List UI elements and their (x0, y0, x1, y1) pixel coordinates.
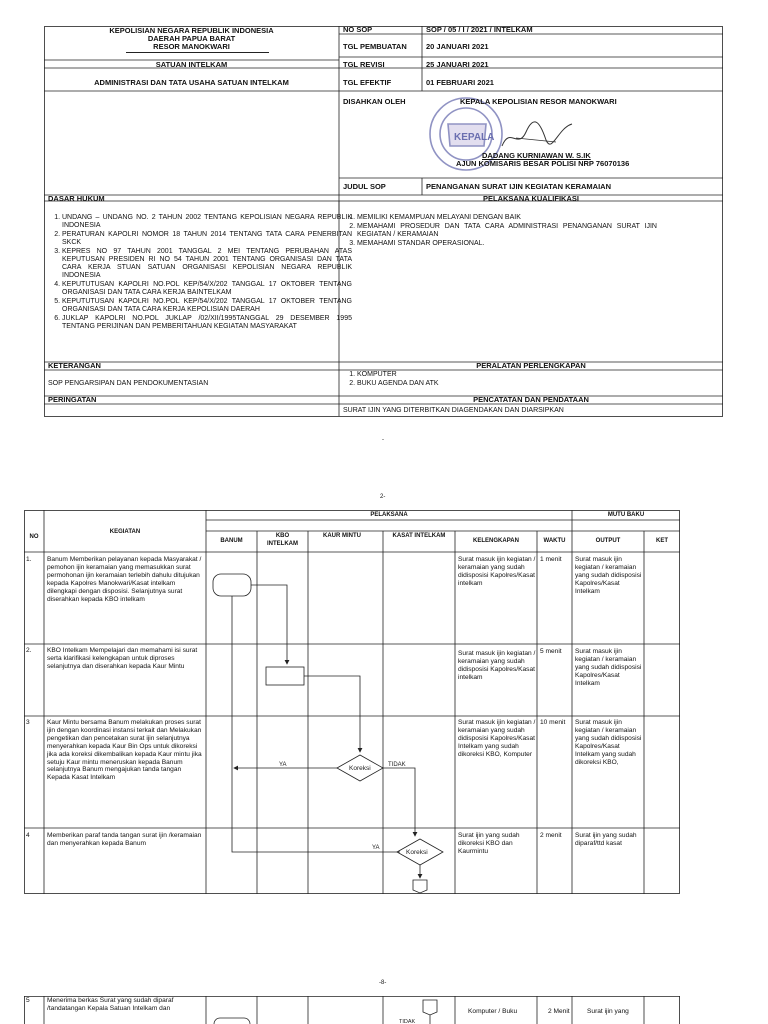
flow-return-line (232, 596, 400, 852)
dasar-hukum-title: DASAR HUKUM (48, 194, 105, 203)
kualifikasi-title: PELAKSANA KUALIFIKASI (483, 194, 579, 203)
flow-arrow (304, 676, 360, 752)
row-kegiatan: KBO Intelkam Mempelajari dan memahami isi surat serta klarifikasi kelengkapan untuk diproses selanjutnya dan diserahkan kepada Kaur Mintu (47, 647, 198, 670)
row-output: Surat masuk ijin kegiatan / keramaian yang sudah didisposisi Kapolres/Kasat Intelkam (575, 648, 642, 687)
row-waktu: 2 menit (540, 832, 562, 839)
sop-title: ADMINISTRASI DAN TATA USAHA SATUAN INTELKAM (94, 78, 289, 87)
org-resor: RESOR MANOKWARI (153, 42, 230, 51)
field-value-no-sop: SOP / 05 / I / 2021 / INTELKAM (426, 25, 533, 34)
flow-label-koreksi: Koreksi (349, 765, 371, 772)
pencatatan-value: SURAT IJIN YANG DITERBITKAN DIAGENDAKAN DAN DIARSIPKAN (343, 407, 564, 414)
list-item: 1. UNDANG – UNDANG NO. 2 TAHUN 2002 TENTANG KEPOLISIAN NEGARA REPUBLIK INDONESIA (62, 214, 352, 230)
flow-label-ya: YA (372, 845, 380, 851)
field-label-tgl-pembuatan: TGL PEMBUATAN (343, 42, 407, 51)
row-no: 5 (26, 997, 30, 1004)
row-no: 2. (26, 647, 32, 654)
row-kelengkapan: Surat masuk ijin kegiatan / keramaian yang sudah didisposisi Kapolres/Kasat Intelkam yang sudah dikoreksi KBO, Komputer (458, 719, 536, 758)
peralatan-title: PERALATAN PERLENGKAPAN (476, 361, 586, 370)
field-value-tgl-pembuatan: 20 JANUARI 2021 (426, 42, 489, 51)
col-header-ket: KET (656, 538, 668, 544)
list-item: 5. KEPUTUTUSAN KAPOLRI NO.POL KEP/54/X/202 TANGGAL 17 OKTOBER TENTANG ORGANISASI DAN TATA CARA KERJA KEPOLISIAN DAERAH (62, 298, 352, 314)
flow-arrow (251, 585, 287, 664)
row-kegiatan: Menerima berkas Surat yang sudah diparaf /tandatangan Kepala Satuan Intelkam dan (47, 997, 174, 1012)
col-header-pelaksana: PELAKSANA (370, 512, 408, 518)
row-kelengkapan: Surat masuk ijin kegiatan / keramaian yang sudah didisposisi Kapolres/Kasat intelkam (458, 650, 536, 681)
row-output: Surat masuk ijin kegiatan / keramaian yang sudah didisposisi Kapolres/Kasat Intelkam (575, 556, 642, 595)
row-no: 1. (26, 556, 32, 563)
row-kegiatan: Memberikan paraf tanda tangan surat ijin /keramaian dan menyerahkan kepada Banum (47, 832, 202, 847)
row-no: 3 (26, 719, 30, 726)
row-kelengkapan: Surat ijin yang sudah dikoreksi KBO dan Kaurmintu (458, 832, 520, 855)
unit-name: SATUAN INTELKAM (155, 60, 228, 69)
list-item: 3. MEMAHAMI STANDAR OPERASIONAL. (357, 240, 657, 248)
org-name: KEPOLISIAN NEGARA REPUBLIK INDONESIA (109, 26, 274, 35)
col-header-banum: BANUM (220, 538, 243, 544)
field-value-tgl-revisi: 25 JANUARI 2021 (426, 60, 489, 69)
row-kegiatan: Kaur Mintu bersama Banum melakukan proses surat ijin dengan koordinasi instansi terkait dan Melakukan pengetikan dan pencetakan surat ijin selanjutnya menyerahkan kepada Kaur Bin Ops untuk dikoreksi jika ada koreksi dikembalikan kepada Kaur mintu jika setuju Kaur mintu meneruskan kepada Banum selanjutnya Banum mengajukan tanda tangan Kepada Kasat Intelkam (47, 719, 202, 782)
signer-name: DADANG KURNIAWAN W. S.IK (482, 151, 591, 160)
row-output: Surat ijin yang sudah diparaf/ttd kasat (575, 832, 637, 847)
judul-label: JUDUL SOP (343, 182, 386, 191)
flow-arrow (383, 768, 415, 836)
col-header-mutu-baku: MUTU BAKU (607, 512, 645, 518)
stamp-text: KEPALA (454, 132, 495, 143)
row-kelengkapan: Komputer / Buku (468, 1008, 518, 1015)
flow-offpage-connector (413, 880, 427, 893)
row-waktu: 5 menit (540, 648, 562, 655)
row-waktu: 10 menit (540, 719, 566, 726)
flow-label-ya: YA (279, 762, 287, 768)
field-label-no-sop: NO SOP (343, 25, 373, 34)
page-number: 2- (380, 494, 386, 500)
col-header-kelengkapan: KELENGKAPAN (473, 538, 519, 544)
peringatan-title: PERINGATAN (48, 395, 97, 404)
col-header-kasat: KASAT INTELKAM (392, 533, 446, 539)
pencatatan-title: PENCATATAN DAN PENDATAAN (473, 395, 589, 404)
flow-label-koreksi: Koreksi (406, 849, 428, 856)
col-header-output: OUTPUT (595, 538, 621, 544)
keterangan-title: KETERANGAN (48, 361, 101, 370)
list-item: 4. KEPUTUTUSAN KAPOLRI NO.POL KEP/54/X/202 TANGGAL 17 OKTOBER TENTANG ORGANISASI DAN TATA CARA KERJA BAINTELKAM (62, 281, 352, 297)
field-label-tgl-revisi: TGL REVISI (343, 60, 385, 69)
row-output: Surat masuk ijin kegiatan / keramaian yang sudah didisposisi Kapolres/Kasat Intelkam yang sudah dikoreksi KBO, (575, 719, 642, 766)
signer-rank: AJUN KOMISARIS BESAR POLISI NRP 76070136 (456, 159, 630, 168)
row-waktu: 1 menit (540, 556, 562, 563)
flow-label-tidak: TIDAK (399, 1019, 416, 1024)
col-header-waktu: WAKTU (543, 538, 566, 544)
signer-title: KEPALA KEPOLISIAN RESOR MANOKWARI (460, 97, 617, 106)
list-item: 2. BUKU AGENDA DAN ATK (357, 380, 657, 388)
flow-process-box (266, 667, 304, 685)
list-item: 1. KOMPUTER (357, 371, 657, 379)
col-header-kegiatan: KEGIATAN (109, 529, 141, 535)
list-item: 3. KEPRES NO 97 TAHUN 2001 TANGGAL 2 MEI TENTANG PERUBAHAN ATAS KEPUTUSAN PRESIDEN RI NO 54 TAHUN 2001 TENTANG ORGANISASI DAN TATA CARA KERJA STUAN SATUAN ORGANISASI KEPOLISIAN NEGARA REPUBLIK INDONESIA (62, 248, 352, 280)
keterangan-value: SOP PENGARSIPAN DAN PENDOKUMENTASIAN (48, 380, 209, 387)
field-value-tgl-efektif: 01 FEBRUARI 2021 (426, 78, 494, 87)
row-output: Surat ijin yang (587, 1008, 629, 1015)
page-number: -8- (379, 980, 387, 986)
org-region: DAERAH PAPUA BARAT (147, 34, 236, 43)
flow-start-terminator (213, 574, 251, 596)
disahkan-label: DISAHKAN OLEH (343, 97, 406, 106)
row-kelengkapan: Surat masuk ijin kegiatan / keramaian yang sudah didisposisi Kapolres/Kasat intelkam (458, 556, 536, 587)
list-item: 1. MEMILIKI KEMAMPUAN MELAYANI DENGAN BAIK (357, 214, 657, 222)
page-number: - (382, 437, 384, 443)
col-header-no: NO (29, 534, 39, 540)
judul-value: PENANGANAN SURAT IJIN KEGIATAN KERAMAIAN (426, 182, 612, 191)
list-item: 2. PERATURAN KAPOLRI NOMOR 18 TAHUN 2014 TENTANG TATA CARA PENERBITAN SKCK (62, 231, 352, 247)
row-no: 4 (26, 832, 30, 839)
row-waktu: 2 Menit (548, 1008, 570, 1015)
col-header-kbo: KBO INTELKAM (267, 533, 298, 547)
list-item: 6. JUKLAP KAPOLRI NO.POL JUKLAP /02/XII/1995TANGGAL 29 DESEMBER 1995 TENTANG PERIJINAN DAN PEMBERITAHUAN KEGIATAN MASYARAKAT (62, 315, 352, 331)
col-header-kaur: KAUR MINTU (323, 533, 361, 539)
field-label-tgl-efektif: TGL EFEKTIF (343, 78, 392, 87)
list-item: 2. MEMAHAMI PROSEDUR DAN TATA CARA ADMINISTRASI PENANGANAN SURAT IJIN KEGIATAN / KERAMAIAN (357, 223, 657, 239)
row-kegiatan: Banum Memberikan pelayanan kepada Masyarakat / pemohon ijin keramaian yang memasukkan surat permohonan ijin keramaian terlebih dahulu ditujukan kepada Kapolres Manokwari/Kasat intelkam dilengkapi dengan disposisi. Selanjutnya surat diserahkan kepada KBO intelkam (47, 556, 202, 603)
flow-label-tidak: TIDAK (388, 762, 406, 768)
